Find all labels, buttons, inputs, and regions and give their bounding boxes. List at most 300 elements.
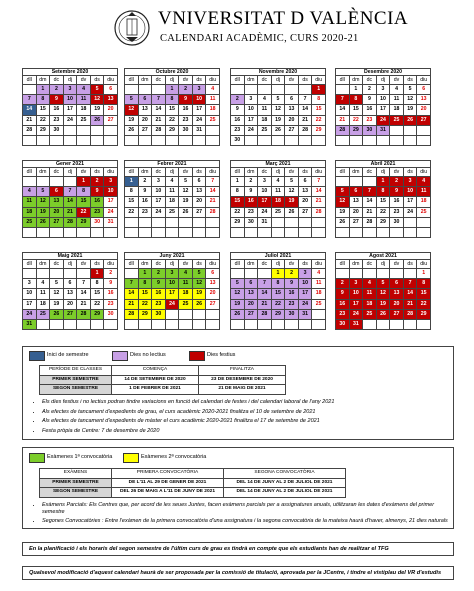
day-cell: 18 — [36, 299, 50, 309]
weekday-header: dm — [138, 76, 152, 85]
day-cell — [258, 319, 272, 329]
weekday-header: dll — [125, 168, 139, 177]
day-cell: 13 — [417, 95, 431, 105]
day-cell: 23 — [138, 207, 152, 217]
table-row — [336, 217, 431, 227]
weekday-header: diu — [206, 76, 220, 85]
day-cell — [312, 217, 326, 227]
weekday-header: dj — [165, 76, 179, 85]
weekday-header: dll — [125, 260, 139, 269]
table-row — [231, 207, 326, 217]
day-cell: 23 — [336, 309, 350, 319]
day-cell: 14 — [206, 187, 220, 197]
day-cell: 11 — [206, 95, 220, 105]
university-name: VNIVERSITAT D VALÈNCIA — [158, 8, 409, 29]
day-cell: 18 — [258, 115, 272, 125]
day-cell — [336, 177, 350, 187]
day-cell: 13 — [244, 289, 258, 299]
weekday-header: diu — [206, 260, 220, 269]
day-cell: 26 — [271, 125, 285, 135]
day-cell: 25 — [271, 207, 285, 217]
day-cell: 26 — [50, 309, 64, 319]
table-row — [125, 177, 220, 187]
day-cell — [271, 217, 285, 227]
day-cell: 16 — [179, 105, 193, 115]
day-cell: 26 — [285, 207, 299, 217]
day-cell: 20 — [285, 115, 299, 125]
day-cell: 28 — [23, 125, 37, 135]
day-cell: 16 — [90, 197, 104, 207]
table-row — [125, 289, 220, 299]
day-cell: 4 — [179, 269, 193, 279]
day-cell: 29 — [36, 125, 50, 135]
day-cell: 22 — [376, 207, 390, 217]
day-cell: 10 — [104, 187, 118, 197]
day-cell — [192, 309, 206, 319]
day-cell: 21 — [152, 115, 166, 125]
day-cell: 11 — [271, 187, 285, 197]
day-cell: 18 — [23, 207, 37, 217]
weekday-header: dj — [271, 260, 285, 269]
day-cell: 8 — [312, 95, 326, 105]
day-cell: 8 — [77, 187, 91, 197]
day-cell: 31 — [258, 217, 272, 227]
day-cell: 3 — [258, 177, 272, 187]
month-calendar — [335, 252, 431, 330]
day-cell: 4 — [417, 177, 431, 187]
day-cell — [125, 269, 139, 279]
table-row — [231, 187, 326, 197]
day-cell: 5 — [403, 85, 417, 95]
exam-semester: SEGON SEMESTRE — [40, 488, 112, 498]
day-cell: 12 — [192, 279, 206, 289]
weekday-header: dll — [336, 76, 350, 85]
weekday-header: dm — [36, 168, 50, 177]
table-row — [125, 299, 220, 309]
day-cell: 30 — [231, 135, 245, 145]
table-row — [336, 319, 431, 329]
weekday-header: dc — [152, 168, 166, 177]
legend-label-conv1: Exàmenes 1ª convocatòria — [47, 454, 113, 460]
day-cell: 9 — [104, 279, 118, 289]
day-cell — [376, 319, 390, 329]
day-cell — [165, 217, 179, 227]
day-cell — [298, 85, 312, 95]
semester-header: FINALITZA — [199, 366, 286, 376]
day-cell — [285, 135, 299, 145]
exam-table — [39, 468, 346, 498]
day-cell: 5 — [90, 85, 104, 95]
weekday-header: ds — [90, 168, 104, 177]
day-cell: 12 — [376, 289, 390, 299]
day-cell: 12 — [403, 95, 417, 105]
modification-banner-text: Qualsevol modificació d'aquest calendari haurà de ser proposada per la comissió de titulació, aprovada per la JCentre, i tindre el vistiplau del VR d'estudis — [29, 570, 442, 576]
day-cell: 24 — [152, 207, 166, 217]
weekday-header: dc — [363, 168, 377, 177]
month-title: Maig 2021 — [22, 252, 118, 259]
day-cell: 26 — [179, 207, 193, 217]
month-title: Juliol 2021 — [230, 252, 326, 259]
day-cell: 4 — [36, 279, 50, 289]
day-cell: 16 — [336, 299, 350, 309]
weekday-header: ds — [403, 76, 417, 85]
day-cell: 20 — [104, 105, 118, 115]
day-cell: 10 — [258, 187, 272, 197]
day-cell: 7 — [206, 177, 220, 187]
day-cell — [50, 227, 64, 237]
day-cell — [36, 319, 50, 329]
legend-swatch-festius — [189, 351, 205, 361]
day-cell: 31 — [23, 319, 37, 329]
day-cell: 8 — [125, 187, 139, 197]
day-cell: 10 — [192, 95, 206, 105]
day-cell: 30 — [50, 125, 64, 135]
day-cell: 20 — [50, 207, 64, 217]
day-cell: 29 — [349, 125, 363, 135]
day-cell — [336, 85, 350, 95]
weekday-header: dm — [244, 260, 258, 269]
day-cell — [312, 135, 326, 145]
day-cell: 22 — [231, 207, 245, 217]
day-cell: 26 — [376, 309, 390, 319]
day-cell — [390, 319, 404, 329]
day-cell: 13 — [390, 289, 404, 299]
day-cell — [298, 319, 312, 329]
day-cell: 5 — [231, 279, 245, 289]
weekday-header: dv — [179, 168, 193, 177]
day-cell: 15 — [36, 105, 50, 115]
day-cell: 13 — [138, 105, 152, 115]
weekday-header: ds — [403, 168, 417, 177]
day-cell — [192, 217, 206, 227]
day-cell: 27 — [206, 299, 220, 309]
day-cell: 17 — [63, 105, 77, 115]
day-cell: 7 — [63, 187, 77, 197]
day-cell: 20 — [206, 289, 220, 299]
day-cell: 9 — [152, 279, 166, 289]
semester-notes — [31, 399, 452, 437]
day-cell: 21 — [206, 197, 220, 207]
semester-start: 14 DE SETEMBRE DE 2020 — [112, 375, 199, 385]
weekday-header: dc — [258, 260, 272, 269]
day-cell: 21 — [77, 299, 91, 309]
day-cell: 10 — [403, 187, 417, 197]
day-cell: 18 — [417, 197, 431, 207]
list-item: • Els dies festius i no lectius podran tindre variacions en funció del calendari de festes i del calendari laboral de l'any 2021 — [42, 399, 452, 406]
legend-swatch-conv2 — [123, 453, 139, 463]
day-cell: 16 — [363, 105, 377, 115]
weekday-header: dc — [50, 260, 64, 269]
table-row — [23, 309, 118, 319]
day-cell: 10 — [152, 187, 166, 197]
weekday-header: dc — [258, 168, 272, 177]
day-cell — [192, 227, 206, 237]
day-cell — [363, 269, 377, 279]
table-row — [231, 85, 326, 95]
day-cell: 24 — [258, 207, 272, 217]
day-cell — [90, 227, 104, 237]
day-cell: 3 — [376, 85, 390, 95]
day-cell: 22 — [125, 207, 139, 217]
list-item: • Als efectes de tancament d'expedients de grau, el curs acadèmic 2020-2021 finalitza el 10 de setembre de 2021 — [42, 409, 452, 416]
day-cell: 14 — [125, 289, 139, 299]
day-cell — [206, 135, 220, 145]
day-cell: 30 — [244, 217, 258, 227]
day-cell: 27 — [50, 217, 64, 227]
day-cell: 19 — [403, 105, 417, 115]
semester-start: 1 DE FEBRER DE 2021 — [112, 385, 199, 395]
weekday-header: ds — [192, 76, 206, 85]
semester-header: COMENÇA — [112, 366, 199, 376]
day-cell: 13 — [285, 105, 299, 115]
day-cell: 20 — [63, 299, 77, 309]
day-cell: 10 — [63, 95, 77, 105]
day-cell: 7 — [403, 279, 417, 289]
weekday-header: dc — [50, 76, 64, 85]
weekday-header: dll — [231, 260, 245, 269]
day-cell: 11 — [390, 95, 404, 105]
day-cell: 30 — [104, 309, 118, 319]
day-cell: 6 — [63, 279, 77, 289]
day-cell: 15 — [349, 105, 363, 115]
day-cell: 12 — [50, 289, 64, 299]
day-cell: 28 — [403, 309, 417, 319]
weekday-header: diu — [312, 76, 326, 85]
day-cell: 8 — [271, 279, 285, 289]
day-cell: 9 — [390, 187, 404, 197]
month-title: Setembre 2020 — [22, 68, 118, 75]
table-row — [125, 269, 220, 279]
day-cell: 8 — [376, 187, 390, 197]
day-cell: 21 — [298, 115, 312, 125]
day-cell — [206, 217, 220, 227]
day-cell — [336, 269, 350, 279]
day-cell — [138, 85, 152, 95]
weekday-header: dm — [36, 260, 50, 269]
day-cell: 24 — [63, 115, 77, 125]
day-cell: 17 — [403, 197, 417, 207]
day-cell: 6 — [50, 187, 64, 197]
day-cell — [77, 269, 91, 279]
weekday-header: ds — [192, 260, 206, 269]
day-cell: 20 — [417, 105, 431, 115]
table-row — [23, 207, 118, 217]
day-cell: 14 — [152, 105, 166, 115]
day-cell: 21 — [125, 299, 139, 309]
day-cell: 15 — [271, 289, 285, 299]
day-cell — [258, 269, 272, 279]
month-calendar — [124, 68, 220, 146]
day-cell: 19 — [336, 207, 350, 217]
day-cell: 13 — [298, 187, 312, 197]
day-cell: 13 — [104, 95, 118, 105]
day-cell: 21 — [258, 299, 272, 309]
day-cell: 18 — [206, 105, 220, 115]
day-cell — [403, 217, 417, 227]
day-cell — [258, 85, 272, 95]
day-cell: 28 — [77, 309, 91, 319]
day-cell: 3 — [104, 177, 118, 187]
day-cell: 26 — [231, 309, 245, 319]
day-cell: 25 — [390, 115, 404, 125]
day-cell: 19 — [376, 299, 390, 309]
day-cell: 27 — [417, 115, 431, 125]
day-cell: 2 — [152, 269, 166, 279]
legend-swatch-inici — [29, 351, 45, 361]
day-cell: 24 — [349, 309, 363, 319]
table-row — [336, 177, 431, 187]
day-cell: 29 — [90, 309, 104, 319]
day-cell — [152, 227, 166, 237]
day-cell: 19 — [231, 299, 245, 309]
month-title: Novembre 2020 — [230, 68, 326, 75]
day-cell: 4 — [206, 85, 220, 95]
day-cell — [231, 319, 245, 329]
weekday-header: dll — [23, 168, 37, 177]
day-cell: 5 — [50, 279, 64, 289]
day-cell: 26 — [403, 115, 417, 125]
day-cell — [138, 319, 152, 329]
table-row — [23, 269, 118, 279]
weekday-header: dc — [50, 168, 64, 177]
day-cell: 25 — [363, 309, 377, 319]
month-calendar — [230, 160, 326, 238]
day-cell: 9 — [90, 187, 104, 197]
day-cell — [50, 269, 64, 279]
day-cell: 14 — [77, 289, 91, 299]
table-row — [125, 135, 220, 145]
day-cell — [336, 227, 350, 237]
day-cell: 8 — [90, 279, 104, 289]
day-cell: 1 — [271, 269, 285, 279]
day-cell: 22 — [90, 299, 104, 309]
exam-second-call: DEL 14 DE JUNY AL 2 DE JULIOL DE 2021 — [224, 488, 346, 498]
day-cell: 23 — [90, 207, 104, 217]
day-cell — [50, 177, 64, 187]
day-cell — [271, 227, 285, 237]
table-row — [125, 197, 220, 207]
day-cell: 29 — [231, 217, 245, 227]
day-cell: 12 — [125, 105, 139, 115]
day-cell — [206, 227, 220, 237]
day-cell: 23 — [152, 299, 166, 309]
day-cell: 26 — [90, 115, 104, 125]
day-cell: 5 — [376, 279, 390, 289]
table-row — [125, 125, 220, 135]
table-row — [23, 135, 118, 145]
day-cell: 1 — [125, 177, 139, 187]
day-cell: 21 — [312, 197, 326, 207]
day-cell — [63, 177, 77, 187]
table-row — [231, 309, 326, 319]
table-row — [231, 299, 326, 309]
day-cell — [363, 177, 377, 187]
day-cell: 1 — [231, 177, 245, 187]
month-title: Octubre 2020 — [124, 68, 220, 75]
legend-swatch-no-lectius — [112, 351, 128, 361]
month-calendar — [22, 160, 118, 238]
day-cell — [192, 319, 206, 329]
day-cell: 17 — [192, 105, 206, 115]
table-row — [336, 95, 431, 105]
day-cell — [36, 177, 50, 187]
day-cell: 11 — [77, 95, 91, 105]
day-cell: 16 — [244, 197, 258, 207]
day-cell: 24 — [165, 299, 179, 309]
day-cell: 5 — [179, 177, 193, 187]
day-cell — [206, 309, 220, 319]
day-cell: 31 — [104, 217, 118, 227]
day-cell: 12 — [231, 289, 245, 299]
day-cell: 20 — [390, 299, 404, 309]
day-cell: 26 — [36, 217, 50, 227]
day-cell: 17 — [165, 289, 179, 299]
weekday-header: dll — [231, 76, 245, 85]
day-cell: 16 — [390, 197, 404, 207]
day-cell: 29 — [312, 125, 326, 135]
day-cell — [244, 85, 258, 95]
month-calendar — [230, 68, 326, 146]
day-cell: 29 — [138, 309, 152, 319]
day-cell — [125, 227, 139, 237]
table-row — [231, 319, 326, 329]
weekday-header: dv — [179, 76, 193, 85]
month-calendar — [22, 252, 118, 330]
weekday-header: dm — [244, 76, 258, 85]
day-cell — [349, 269, 363, 279]
day-cell — [50, 135, 64, 145]
day-cell: 30 — [336, 319, 350, 329]
weekday-header: ds — [90, 76, 104, 85]
table-row — [125, 217, 220, 227]
day-cell — [63, 269, 77, 279]
day-cell: 2 — [285, 269, 299, 279]
day-cell — [138, 135, 152, 145]
day-cell: 15 — [125, 197, 139, 207]
day-cell: 23 — [390, 207, 404, 217]
day-cell: 25 — [258, 125, 272, 135]
day-cell: 3 — [403, 177, 417, 187]
day-cell: 15 — [77, 197, 91, 207]
table-row — [336, 125, 431, 135]
day-cell: 3 — [152, 177, 166, 187]
day-cell: 14 — [258, 289, 272, 299]
day-cell: 21 — [63, 207, 77, 217]
day-cell: 23 — [285, 299, 299, 309]
day-cell: 7 — [125, 279, 139, 289]
day-cell: 7 — [152, 95, 166, 105]
day-cell: 8 — [349, 95, 363, 105]
day-cell: 20 — [298, 197, 312, 207]
day-cell: 1 — [36, 85, 50, 95]
day-cell: 12 — [336, 197, 350, 207]
day-cell: 9 — [336, 289, 350, 299]
exam-notes — [31, 502, 456, 528]
day-cell: 25 — [417, 207, 431, 217]
day-cell: 29 — [77, 217, 91, 227]
weekday-header: dll — [23, 76, 37, 85]
day-cell: 3 — [244, 95, 258, 105]
weekday-header: diu — [417, 76, 431, 85]
table-row — [336, 309, 431, 319]
day-cell: 6 — [192, 177, 206, 187]
day-cell — [271, 319, 285, 329]
day-cell: 31 — [376, 125, 390, 135]
table-row — [231, 279, 326, 289]
day-cell: 10 — [244, 105, 258, 115]
day-cell — [403, 125, 417, 135]
weekday-header: dj — [63, 260, 77, 269]
